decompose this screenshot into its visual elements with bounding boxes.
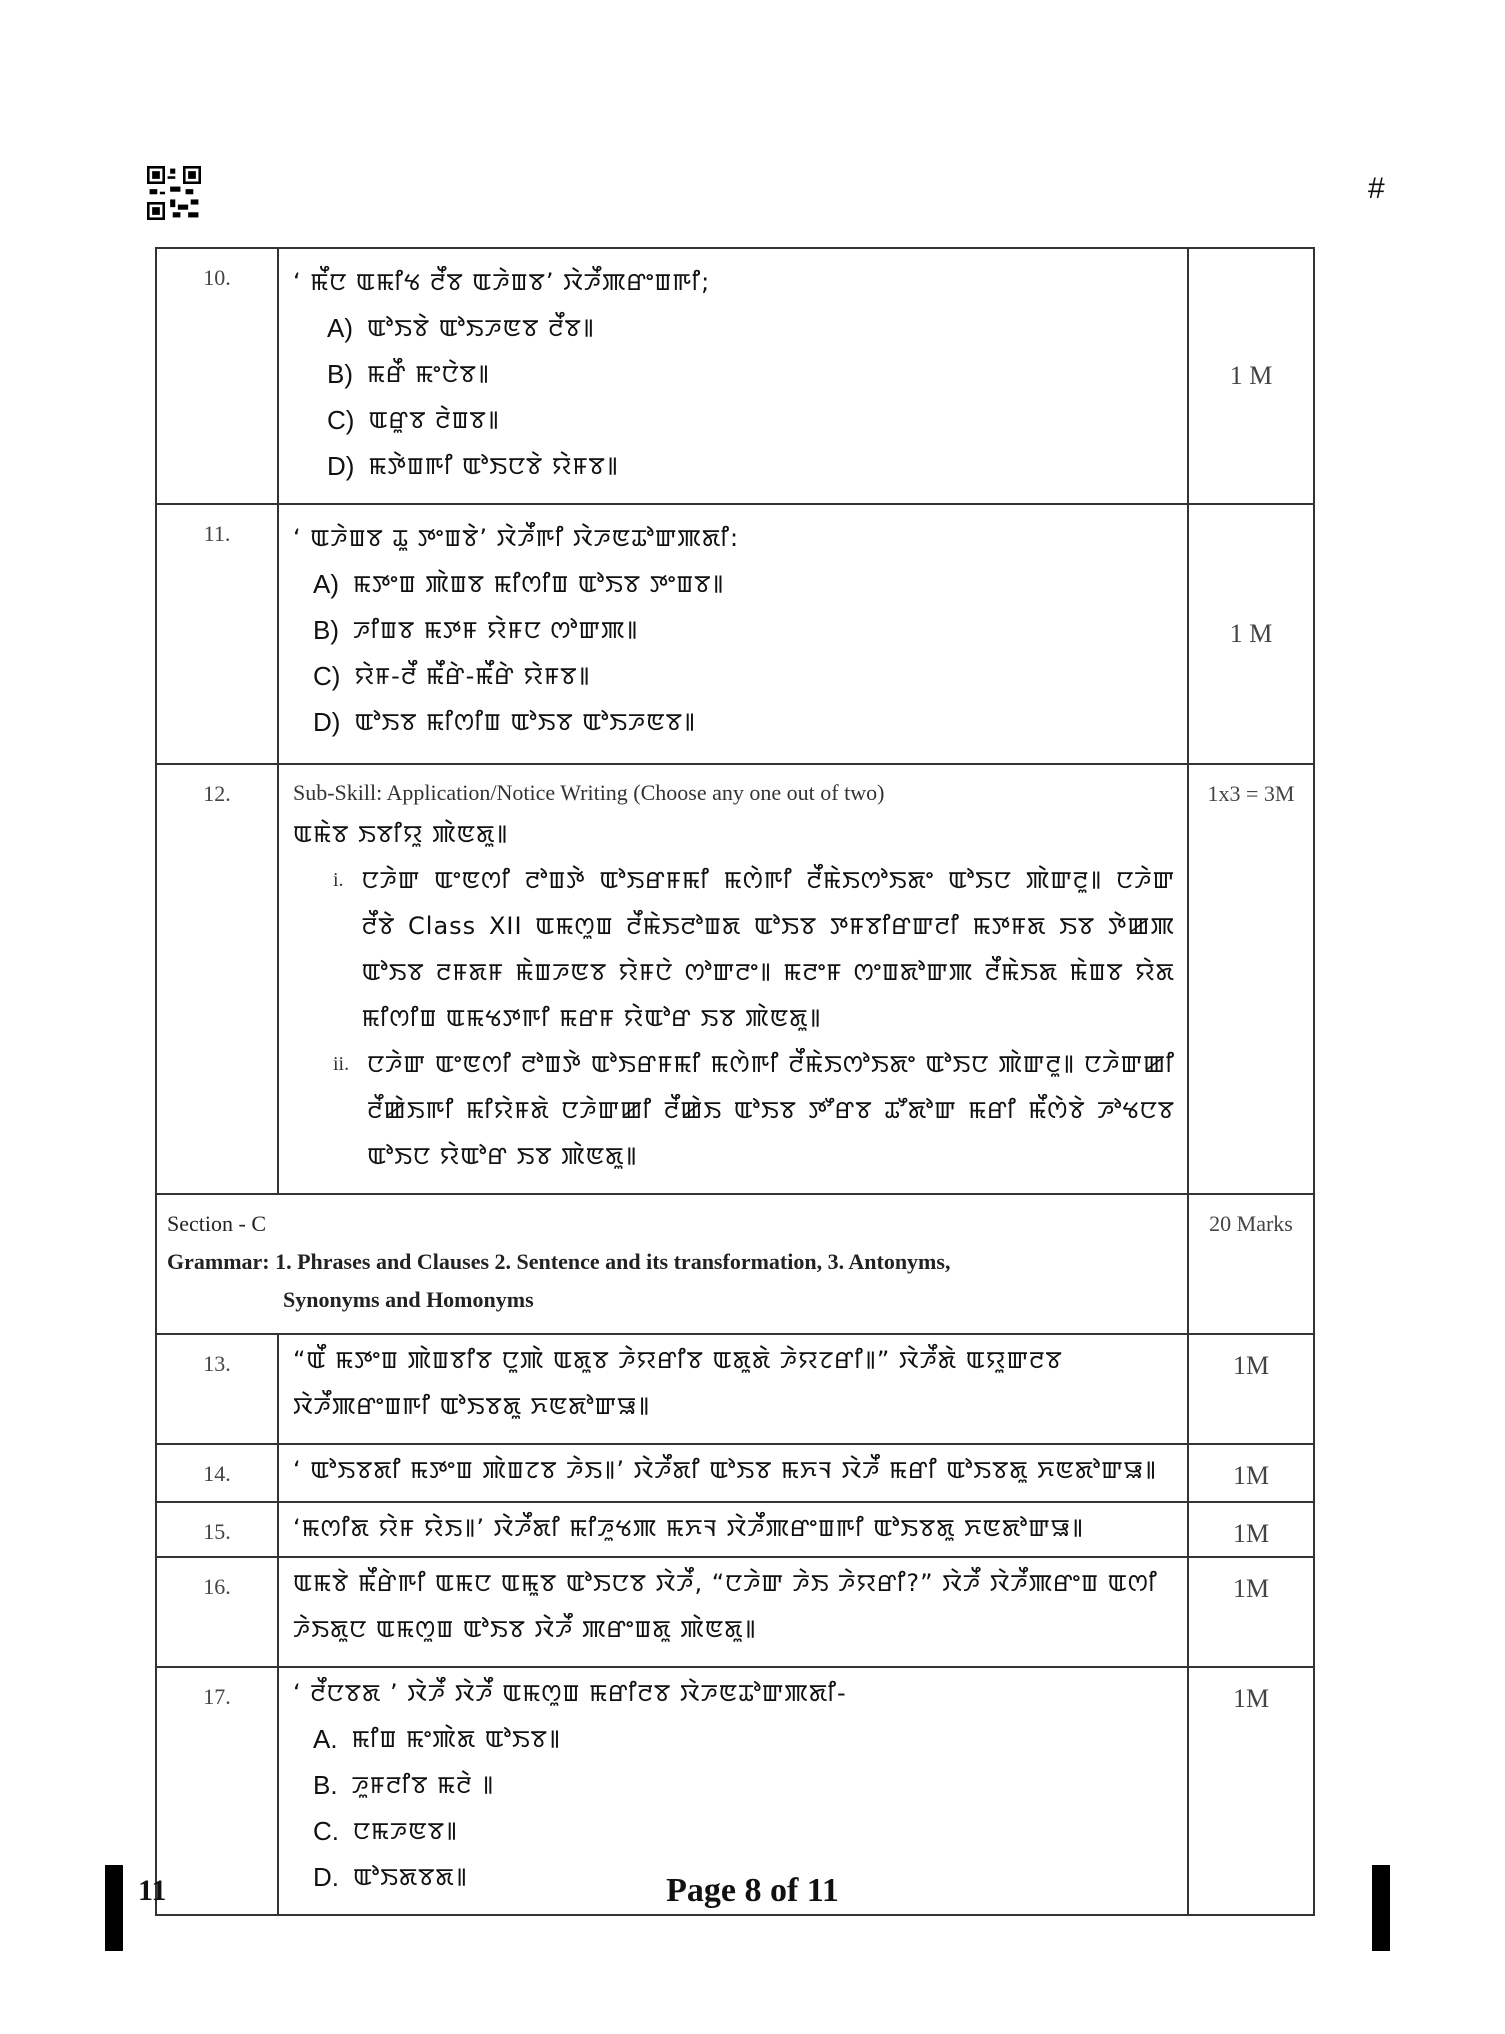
- qr-code-icon: [147, 166, 201, 220]
- option: [327, 351, 1175, 397]
- question-number: 14.: [156, 1444, 278, 1502]
- question-number: 10.: [156, 248, 278, 504]
- question-table: [155, 247, 1315, 1916]
- corner-mark: #: [1368, 172, 1385, 205]
- question-row-10: [156, 248, 1314, 504]
- question-instruction: ꯑꯃꯥꯕ ꯏꯕꯤꯌꯨ ꯄꯥꯟꯗꯨ꯫: [293, 820, 509, 848]
- option: [313, 607, 1175, 653]
- grammar-topics: Grammar: 1. Phrases and Clauses 2. Sentence and its transformation, 3. Antonyms,: [167, 1249, 951, 1274]
- option-text: ꯑꯣꯏꯕꯥ ꯑꯣꯏꯍꯟꯕ ꯂꯩꯕ꯫: [367, 314, 595, 342]
- choice-text: ꯅꯍꯥꯛ ꯑꯦꯟꯁꯤ ꯂꯣꯡꯇꯥ ꯑꯣꯏꯔꯝꯃꯤ ꯃꯁꯥꯒꯤ ꯂꯩꯃꯥꯏꯁꯣꯏꯗꯦ ꯑꯣꯏꯅ ꯄꯥꯛꯂꯨ꯫ ꯅꯍꯥꯛꯀꯤ ꯂꯩꯀꯥꯏꯒꯤ ꯃꯤꯌꯥꯝꯗꯥ ꯅꯍꯥꯛꯀꯤ ꯂꯩꯀꯥꯏ ꯑꯣꯏꯕ ꯇꯧꯔꯕ ꯊꯧꯗꯣꯛ ꯃꯔꯤ ꯃꯩꯁꯥꯕꯥ ꯍꯣꯠꯅꯕ ꯑꯣꯏꯅ ꯌꯥꯑꯣꯔ ꯏꯕ ꯄꯥꯟꯗꯨ꯫: [367, 1050, 1175, 1170]
- option-label: D.: [313, 1862, 339, 1892]
- option-label: D): [327, 451, 355, 481]
- question-number: 12.: [156, 764, 278, 1194]
- question-prompt: ‘ ꯃꯩꯅ ꯑꯃꯤꯠ ꯂꯩꯕ ꯑꯍꯥꯡꯕ’ ꯋꯥꯍꯩꯄꯔꯦꯡꯒꯤ;: [293, 268, 711, 296]
- option-label: D): [313, 707, 341, 737]
- footer-right-bar: [1372, 1865, 1390, 1951]
- option: [327, 305, 1175, 351]
- option: [313, 1716, 1175, 1762]
- question-prompt: ‘ ꯑꯍꯥꯡꯕ ꯊꯨ ꯇꯦꯡꯕꯥ’ ꯋꯥꯍꯩꯒꯤ ꯋꯥꯍꯟꯊꯣꯛꯄꯗꯤ:: [293, 524, 740, 552]
- question-row-16: [156, 1557, 1314, 1667]
- option: [313, 699, 1175, 745]
- option-label: A): [327, 313, 353, 343]
- question-marks: 1M: [1188, 1334, 1314, 1444]
- option-label: A): [313, 569, 339, 599]
- question-row-14: [156, 1444, 1314, 1502]
- option-text: ꯃꯇꯥꯡꯒꯤ ꯑꯣꯏꯅꯕꯥ ꯌꯥꯝꯕ꯫: [368, 452, 619, 480]
- option-text: ꯑꯔꯨꯕ ꯂꯥꯡꯕ꯫: [368, 406, 500, 434]
- option: [313, 1808, 1175, 1854]
- choice-label: ii.: [333, 1053, 350, 1075]
- question-text: “ꯑꯩ ꯃꯇꯦꯡ ꯄꯥꯡꯕꯤꯕ ꯅꯨꯄꯥ ꯑꯗꯨꯕ ꯍꯥꯌꯔꯤꯕ ꯑꯗꯨꯗꯥ ꯍꯥꯌꯖꯔꯤ꯫” ꯋꯥꯍꯩꯗꯥ ꯑꯌꯨꯛꯂꯕ ꯋꯥꯍꯩꯄꯔꯦꯡꯒꯤ ꯑꯣꯏꯕꯗꯨ ꯈꯟꯗꯣꯛꯎ꯫: [293, 1346, 1063, 1420]
- footer-number: 11: [138, 1874, 167, 1907]
- choice-text: ꯅꯍꯥꯛ ꯑꯦꯟꯁꯤ ꯂꯣꯡꯇꯥ ꯑꯣꯏꯔꯝꯃꯤ ꯃꯁꯥꯒꯤ ꯂꯩꯃꯥꯏꯁꯣꯏꯗꯦ ꯑꯣꯏꯅ ꯄꯥꯛꯂꯨ꯫ ꯅꯍꯥꯛ ꯂꯩꯕꯥ Class XII ꯑꯃꯁꯨꯡ ꯂꯩꯃꯥꯏꯂꯣꯡꯗ ꯑꯣꯏꯕ ꯇꯝꯕꯤꯔꯛꯂꯤ ꯃꯇꯝꯗ ꯏꯕ ꯇꯥꯀꯄ ꯑꯣꯏꯕ ꯂꯝꯗꯝ ꯃꯥꯡꯍꯟꯕ ꯌꯥꯝꯅꯥ ꯁꯣꯛꯂꯦ꯫ ꯃꯂꯦꯝ ꯁꯦꯡꯗꯣꯛꯄ ꯂꯩꯃꯥꯏꯗ ꯃꯥꯡꯕ ꯌꯥꯗ ꯃꯤꯁꯤꯡ ꯑꯃꯠꯇꯒꯤ ꯃꯔꯝ ꯌꯥꯑꯣꯔ ꯏꯕ ꯄꯥꯟꯗꯨ꯫: [361, 866, 1175, 1032]
- question-number: 11.: [156, 504, 278, 764]
- question-marks: 1x3 = 3M: [1188, 764, 1314, 1194]
- option-text: ꯃꯔꯩ ꯃꯦꯅꯥꯕ꯫: [367, 360, 490, 388]
- option-text: ꯑꯣꯏꯗꯕꯗ꯫: [353, 1863, 468, 1891]
- question-text: ‘ ꯂꯩꯅꯕꯗ ’ ꯋꯥꯍꯩ ꯋꯥꯍꯩ ꯑꯃꯁꯨꯡ ꯃꯔꯤꯂꯕ ꯋꯥꯍꯟꯊꯣꯛꯄꯗꯤ-: [293, 1679, 847, 1707]
- question-row-13: [156, 1334, 1314, 1444]
- question-marks: 1 M: [1188, 248, 1314, 504]
- choice-item: [333, 1041, 1175, 1179]
- question-row-12: [156, 764, 1314, 1194]
- option-text: ꯌꯥꯝ-ꯂꯩ ꯃꯩꯔꯥ-ꯃꯩꯔꯥ ꯌꯥꯝꯕ꯫: [354, 662, 591, 690]
- question-number: 15.: [156, 1502, 278, 1557]
- option-label: B): [313, 615, 339, 645]
- question-marks: 1M: [1188, 1667, 1314, 1915]
- option-text: ꯃꯇꯦꯡ ꯄꯥꯡꯕ ꯃꯤꯁꯤꯡ ꯑꯣꯏꯕ ꯇꯦꯡꯕ꯫: [353, 570, 725, 598]
- question-number: 17.: [156, 1667, 278, 1915]
- section-marks: 20 Marks: [1188, 1194, 1314, 1334]
- option-label: A.: [313, 1724, 338, 1754]
- grammar-topics-continued: Synonyms and Homonyms: [283, 1287, 534, 1312]
- option: [327, 397, 1175, 443]
- choice-item: [333, 857, 1175, 1041]
- option: [313, 561, 1175, 607]
- option-text: ꯅꯃꯍꯟꯕ꯫: [353, 1817, 459, 1845]
- question-text: ‘ꯃꯁꯤꯗ ꯌꯥꯝ ꯌꯥꯏ꯫’ ꯋꯥꯍꯩꯗꯤ ꯃꯤꯍꯨꯠꯄ ꯃꯈꯜ ꯋꯥꯍꯩꯄꯔꯦꯡꯒꯤ ꯑꯣꯏꯕꯗꯨ ꯈꯟꯗꯣꯛꯎ꯫: [293, 1514, 1084, 1542]
- question-row-11: [156, 504, 1314, 764]
- option-label: C.: [313, 1816, 339, 1846]
- option-label: C): [327, 405, 355, 435]
- question-row-15: [156, 1502, 1314, 1557]
- section-title: Section - C: [167, 1211, 266, 1236]
- section-c-header: [156, 1194, 1314, 1334]
- option: [313, 653, 1175, 699]
- option-text: ꯃꯤꯡ ꯃꯦꯄꯥꯗ ꯑꯣꯏꯕ꯫: [351, 1725, 562, 1753]
- option-text: ꯑꯣꯏꯕ ꯃꯤꯁꯤꯡ ꯑꯣꯏꯕ ꯑꯣꯏꯍꯟꯕ꯫: [354, 708, 697, 736]
- page-number: Page 8 of 11: [666, 1872, 839, 1909]
- option-text: ꯍꯤꯡꯕ ꯃꯇꯝ ꯌꯥꯝꯅ ꯁꯣꯛꯄ꯫: [353, 616, 639, 644]
- question-marks: 1M: [1188, 1444, 1314, 1502]
- choice-label: i.: [333, 869, 344, 891]
- option-text: ꯍꯨꯝꯂꯤꯕ ꯃꯂꯥ ꯫: [351, 1771, 495, 1799]
- option-label: B): [327, 359, 353, 389]
- question-marks: 1M: [1188, 1502, 1314, 1557]
- question-marks: 1M: [1188, 1557, 1314, 1667]
- option: [313, 1762, 1175, 1808]
- question-number: 16.: [156, 1557, 278, 1667]
- question-text: ꯑꯃꯕꯥ ꯃꯩꯔꯥꯒꯤ ꯑꯃꯅ ꯑꯃꯨꯕ ꯑꯣꯏꯅꯕ ꯋꯥꯍꯩ, “ꯅꯍꯥꯛ ꯍꯥꯏ ꯍꯥꯌꯔꯤ?” ꯋꯥꯍꯩ ꯋꯥꯍꯩꯄꯔꯦꯡ ꯑꯁꯤ ꯍꯥꯏꯗꯨꯅ ꯑꯃꯁꯨꯡ ꯑꯣꯏꯕ ꯋꯥꯍꯩ ꯄꯔꯦꯡꯗꯨ ꯄꯥꯟꯗꯨ꯫: [293, 1569, 1158, 1643]
- subskill-heading: Sub-Skill: Application/Notice Writing (Choose any one out of two): [293, 780, 885, 805]
- option: [327, 443, 1175, 489]
- option-label: C): [313, 661, 341, 691]
- question-text: ‘ ꯑꯣꯏꯕꯗꯤ ꯃꯇꯦꯡ ꯄꯥꯡꯖꯕ ꯍꯥꯏ꯫’ ꯋꯥꯍꯩꯗꯤ ꯑꯣꯏꯕ ꯃꯈꯜ ꯋꯥꯍꯩ ꯃꯔꯤ ꯑꯣꯏꯕꯗꯨ ꯈꯟꯗꯣꯛꯎ꯫: [293, 1456, 1158, 1484]
- question-number: 13.: [156, 1334, 278, 1444]
- question-marks: 1 M: [1188, 504, 1314, 764]
- option-label: B.: [313, 1770, 338, 1800]
